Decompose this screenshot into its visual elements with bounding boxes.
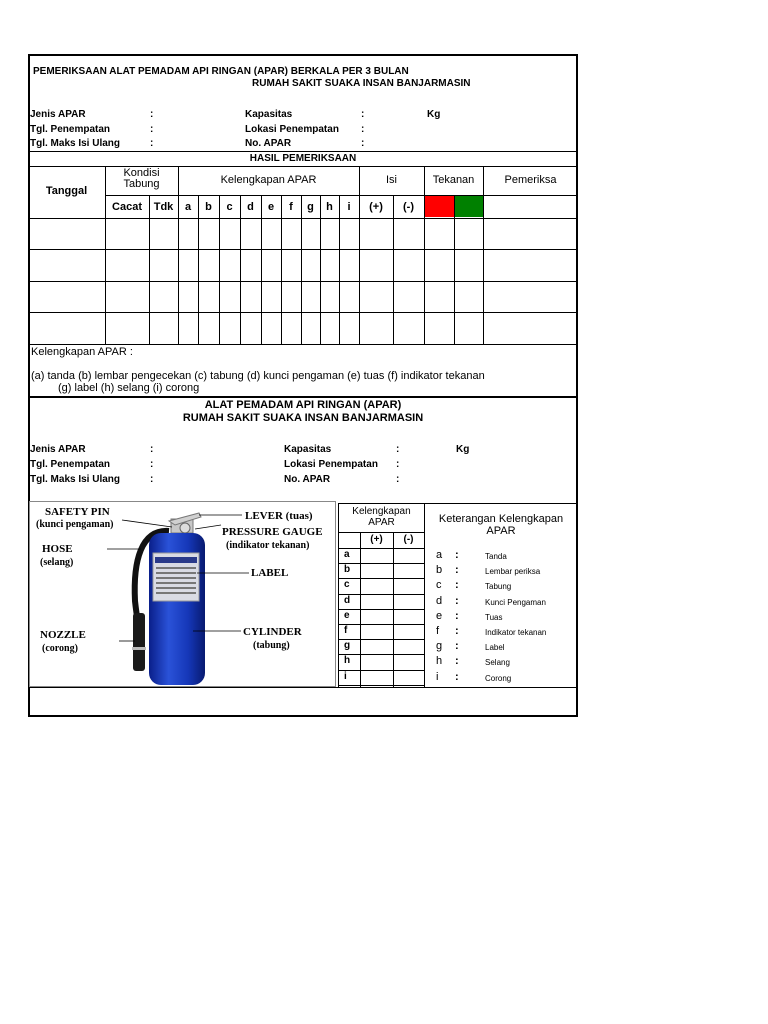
colon: : (455, 564, 459, 576)
colon: : (150, 474, 154, 485)
keterangan-item: Selang (485, 658, 510, 667)
section-divider (28, 396, 578, 398)
cylinder-sublabel: (tabung) (253, 640, 290, 651)
header-letter-a: a (184, 201, 192, 213)
header-letter-c: c (226, 201, 233, 213)
checklist-minus: (-) (403, 534, 414, 545)
header-isi-minus: (-) (403, 201, 414, 213)
grid-line (28, 312, 578, 313)
colon: : (361, 124, 365, 135)
grid-line (338, 654, 424, 655)
colon: : (150, 444, 154, 455)
keterangan-item: Kunci Pengaman (485, 598, 546, 607)
safety-pin-label: SAFETY PIN (45, 506, 110, 518)
grid-line (338, 670, 424, 671)
keterangan-letter-g: g (436, 640, 443, 652)
grid-line (178, 166, 179, 344)
checklist-letter-b: b (344, 564, 351, 575)
checklist-plus: (+) (370, 534, 383, 545)
grid-line (338, 639, 424, 640)
label-kapasitas: Kapasitas (245, 109, 293, 120)
header-isi-plus: (+) (369, 201, 383, 213)
grid-line (338, 563, 424, 564)
colon: : (455, 579, 459, 591)
header-letter-b: b (205, 201, 212, 213)
pressure-gauge-sublabel: (indikator tekanan) (226, 540, 310, 551)
label-label: LABEL (251, 567, 289, 579)
keterangan-letter-f: f (436, 625, 440, 637)
label-no-apar: No. APAR (245, 138, 292, 149)
header-letter-i: i (347, 201, 351, 213)
grid-line (338, 578, 424, 579)
header-pemeriksa: Pemeriksa (504, 174, 557, 186)
form2-subtitle: RUMAH SAKIT SUAKA INSAN BANJARMASIN (182, 412, 424, 424)
colon: : (361, 109, 365, 120)
tekanan-green-swatch (455, 196, 483, 217)
label-tgl-penempatan: Tgl. Penempatan (30, 459, 111, 470)
colon: : (150, 459, 154, 470)
colon: : (396, 474, 400, 485)
pressure-gauge-label: PRESSURE GAUGE (222, 526, 323, 538)
keterangan-letter-a: a (436, 549, 443, 561)
header-letter-g: g (307, 201, 314, 213)
checklist-letter-g: g (344, 640, 351, 651)
footnote-line2: (g) label (h) selang (i) corong (58, 382, 200, 394)
grid-line (338, 503, 339, 687)
label-jenis: Jenis APAR (30, 444, 86, 455)
hose-sublabel: (selang) (40, 557, 74, 568)
grid-line (28, 249, 578, 250)
label-no-apar: No. APAR (284, 474, 331, 485)
grid-line (338, 532, 424, 533)
nozzle-sublabel: (corong) (42, 643, 78, 654)
grid-line (424, 503, 425, 687)
colon: : (455, 655, 459, 667)
grid-line (28, 344, 578, 345)
grid-line (424, 166, 425, 344)
header-letter-d: d (247, 201, 254, 213)
colon: : (150, 138, 154, 149)
colon: : (396, 444, 400, 455)
label-lokasi: Lokasi Penempatan (245, 124, 339, 135)
header-tekanan: Tekanan (432, 174, 475, 186)
grid-line (28, 281, 578, 282)
keterangan-letter-h: h (436, 655, 443, 667)
checklist-letter-h: h (344, 655, 351, 666)
colon: : (455, 625, 459, 637)
grid-line (338, 624, 424, 625)
unit-kg: Kg (456, 444, 470, 455)
hose-label: HOSE (42, 543, 73, 555)
label-tgl-maks: Tgl. Maks Isi Ulang (30, 474, 121, 485)
keterangan-letter-b: b (436, 564, 443, 576)
keterangan-item: Corong (485, 674, 512, 683)
keterangan-letter-e: e (436, 610, 443, 622)
divider (28, 151, 578, 152)
hasil-pemeriksaan-heading: HASIL PEMERIKSAAN (249, 153, 357, 164)
colon: : (150, 124, 154, 135)
label-kapasitas: Kapasitas (284, 444, 332, 455)
checklist-letter-d: d (344, 595, 351, 606)
grid-line (338, 503, 578, 504)
colon: : (455, 640, 459, 652)
grid-line (338, 609, 424, 610)
keterangan-item: Tabung (485, 582, 512, 591)
nozzle-label: NOZZLE (40, 629, 86, 641)
checklist-letter-f: f (344, 625, 348, 636)
header-letter-h: h (326, 201, 333, 213)
header-letter-e: e (267, 201, 275, 213)
cylinder-label: CYLINDER (243, 626, 302, 638)
label-tgl-maks: Tgl. Maks Isi Ulang (30, 138, 121, 149)
label-jenis: Jenis APAR (30, 109, 86, 120)
checklist-letter-c: c (344, 579, 350, 590)
form1-title: PEMERIKSAAN ALAT PEMADAM API RINGAN (APAR) BERKALA PER 3 BULAN (33, 66, 409, 77)
header-kondisi-tabung: Kondisi Tabung (123, 167, 160, 190)
checklist-letter-i: i (344, 671, 347, 682)
colon: : (150, 109, 154, 120)
label-lokasi: Lokasi Penempatan (284, 459, 378, 470)
keterangan-header: Keterangan Kelengkapan APAR (438, 513, 564, 537)
checklist-letter-a: a (344, 549, 350, 560)
label-tgl-penempatan: Tgl. Penempatan (30, 124, 111, 135)
unit-kg: Kg (427, 109, 441, 120)
keterangan-item: Indikator tekanan (485, 628, 547, 637)
keterangan-item: Lembar periksa (485, 567, 541, 576)
colon: : (455, 610, 459, 622)
colon: : (361, 138, 365, 149)
header-kelengkapan: Kelengkapan APAR (220, 174, 317, 186)
keterangan-item: Tuas (485, 613, 503, 622)
header-isi: Isi (386, 174, 397, 186)
colon: : (396, 459, 400, 470)
safety-pin-sublabel: (kunci pengaman) (36, 519, 114, 530)
checklist-header: Kelengkapan APAR (352, 506, 411, 528)
header-cacat: Cacat (112, 201, 142, 213)
grid-line (28, 218, 578, 219)
form1-subtitle: RUMAH SAKIT SUAKA INSAN BANJARMASIN (252, 78, 471, 89)
lever-label: LEVER (tuas) (245, 510, 313, 522)
keterangan-item: Tanda (485, 552, 507, 561)
footnote-line1: (a) tanda (b) lembar pengecekan (c) tabung (d) kunci pengaman (e) tuas (f) indikator tekanan (31, 370, 485, 382)
form2-title: ALAT PEMADAM API RINGAN (APAR) (204, 399, 402, 411)
grid-line (105, 195, 577, 196)
keterangan-letter-c: c (436, 579, 442, 591)
grid-line (105, 166, 106, 344)
grid-line (338, 685, 424, 686)
grid-line (483, 166, 484, 344)
tekanan-red-swatch (425, 196, 454, 217)
colon: : (455, 595, 459, 607)
footnote-label: Kelengkapan APAR : (31, 346, 133, 358)
keterangan-item: Label (485, 643, 505, 652)
colon: : (455, 671, 459, 683)
grid-line (359, 166, 360, 344)
divider (28, 166, 578, 167)
header-letter-f: f (289, 201, 293, 213)
header-tanggal: Tanggal (45, 185, 88, 197)
keterangan-letter-i: i (436, 671, 439, 683)
header-tdk: Tdk (153, 201, 174, 213)
keterangan-letter-d: d (436, 595, 443, 607)
colon: : (455, 549, 459, 561)
divider (28, 687, 578, 688)
grid-line (338, 594, 424, 595)
grid-line (338, 548, 424, 549)
checklist-letter-e: e (344, 610, 350, 621)
